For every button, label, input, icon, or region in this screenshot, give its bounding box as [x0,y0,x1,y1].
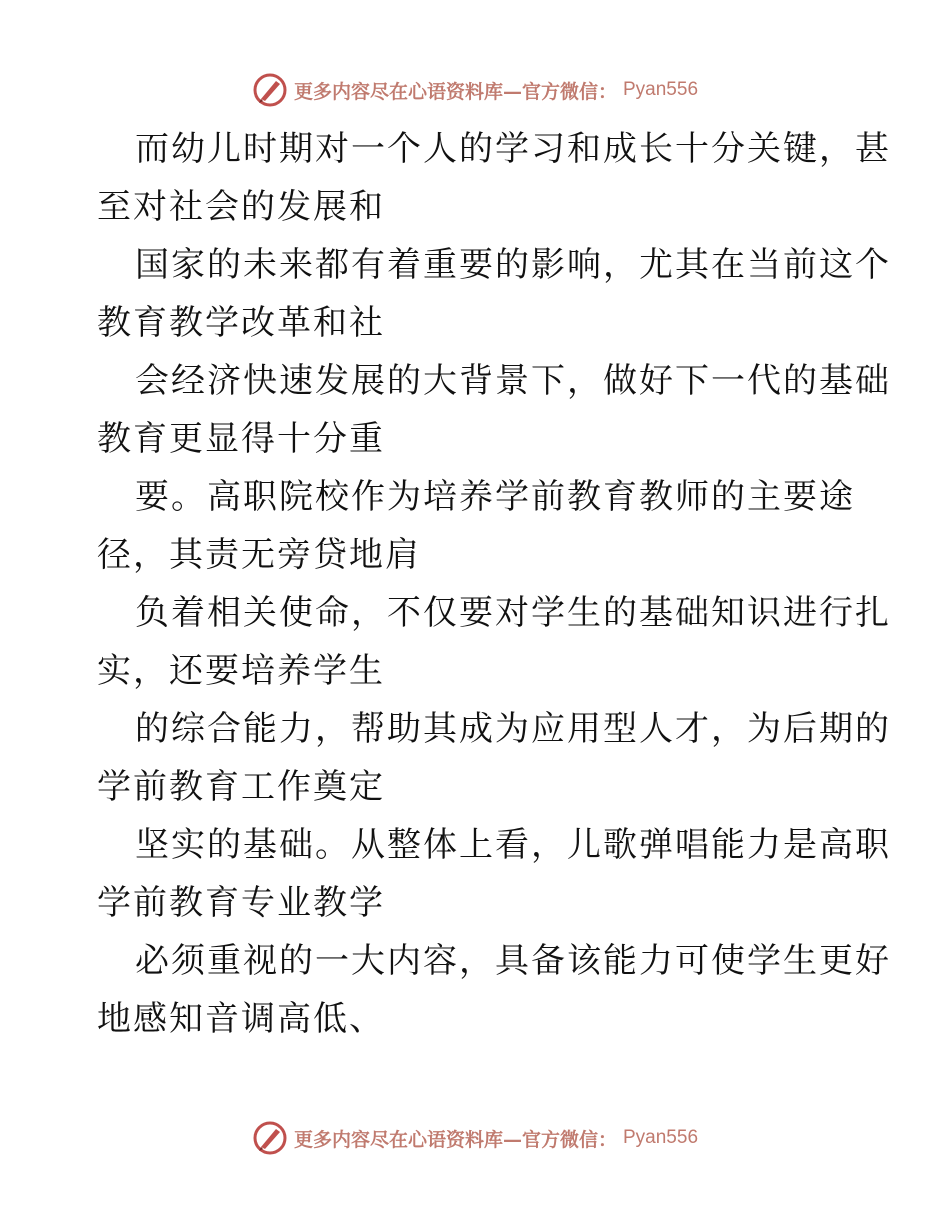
paragraph-line: 径，其责无旁贷地肩 [97,535,421,575]
paragraph-line: 负着相关使命，不仅要对学生的基础知识进行扎 [135,593,891,633]
paragraph-7 [97,816,891,932]
paragraph-2 [97,236,891,352]
paragraph-line: 国家的未来都有着重要的影响，尤其在当前这个 [135,245,891,285]
header-banner-account: Pyan556 [623,79,699,100]
header-banner [0,72,950,108]
paragraph-line: 要。高职院校作为培养学前教育教师的主要途 [135,477,855,517]
paragraph-line: 地感知音调高低、 [97,999,385,1039]
paragraph-line: 坚实的基础。从整体上看，儿歌弹唱能力是高职 [135,825,891,865]
header-banner-text: 更多内容尽在心语资料库—官方微信： [293,80,617,103]
paragraph-line: 教育教学改革和社 [97,303,385,343]
document-body [97,120,891,1048]
quill-pen-logo-icon [252,1120,288,1156]
paragraph-6 [97,700,891,816]
paragraph-line: 必须重视的一大内容，具备该能力可使学生更好 [135,941,891,981]
paragraph-line: 教育更显得十分重 [97,419,385,459]
paragraph-line: 的综合能力，帮助其成为应用型人才，为后期的 [135,709,891,749]
footer-banner-account: Pyan556 [623,1127,699,1148]
paragraph-line: 学前教育专业教学 [97,883,385,923]
paragraph-3 [97,352,891,468]
paragraph-4 [97,468,857,584]
quill-pen-logo-icon [252,72,288,108]
paragraph-line: 而幼儿时期对一个人的学习和成长十分关键，甚 [135,129,891,169]
paragraph-line: 会经济快速发展的大背景下，做好下一代的基础 [135,361,891,401]
paragraph-line: 至对社会的发展和 [97,187,385,227]
paragraph-5 [97,584,891,700]
paragraph-8 [97,932,891,1048]
paragraph-line: 学前教育工作奠定 [97,767,385,807]
footer-banner [0,1120,950,1156]
paragraph-1 [97,120,891,236]
footer-banner-text: 更多内容尽在心语资料库—官方微信： [293,1128,617,1151]
paragraph-line: 实，还要培养学生 [97,651,385,691]
